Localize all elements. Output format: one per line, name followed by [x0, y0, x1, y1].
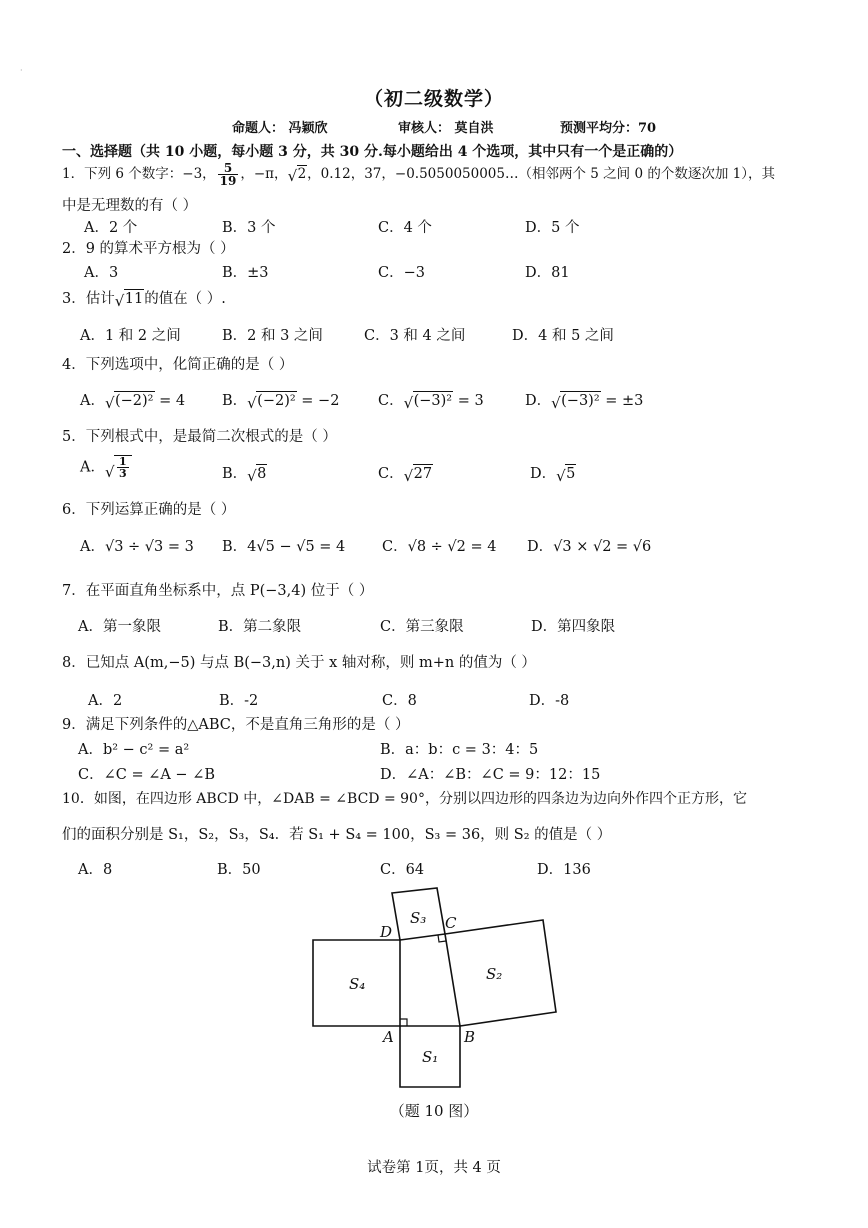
- q10-option-c[interactable]: C．64: [380, 862, 425, 878]
- q10-option-a[interactable]: A．8: [78, 862, 113, 878]
- question-7-stem: 7．在平面直角坐标系中，点 P(−3,4) 位于（ ）: [62, 583, 374, 599]
- question-1-line2: 中是无理数的有（ ）: [62, 198, 198, 214]
- q8-option-d[interactable]: D．-8: [529, 693, 570, 709]
- q4-option-d[interactable]: D． √ (−3)² = ±3: [525, 393, 644, 413]
- label-s3: S₃: [410, 909, 427, 927]
- q6-option-c[interactable]: C．√8 ÷ √2 = 4: [382, 539, 497, 555]
- q8-option-c[interactable]: C．8: [382, 693, 417, 709]
- q1-prefix: 1．下列 6 个数字：−3，: [62, 166, 216, 182]
- q1-fraction: [218, 162, 239, 187]
- q1-fraction-num: 5: [218, 162, 239, 175]
- question-4-stem: 4．下列选项中，化简正确的是（ ）: [62, 357, 294, 373]
- figure-caption: （题 10 图）: [389, 1102, 479, 1120]
- section-heading: 一、选择题（共 10 小题，每小题 3 分，共 30 分.每小题给出 4 个选项，其中只有一个是正确的）: [62, 144, 683, 160]
- q4-option-b[interactable]: B． √ (−2)² = −2: [222, 393, 340, 413]
- reviewer-label: 审核人： 莫自洪: [398, 121, 494, 136]
- label-s1: S₁: [422, 1048, 439, 1066]
- q2-option-b[interactable]: B．±3: [222, 265, 269, 281]
- q3-post: 的值在（ ）.: [144, 291, 226, 307]
- q7-option-d[interactable]: D．第四象限: [531, 619, 616, 635]
- q1-fraction-den: 19: [219, 174, 237, 188]
- label-b: B: [464, 1028, 476, 1046]
- q4-option-c[interactable]: C． √ (−3)² = 3: [378, 393, 484, 413]
- question-8-stem: 8．已知点 A(m,−5) 与点 B(−3,n) 关于 x 轴对称，则 m+n 的值为（ ）: [62, 655, 536, 671]
- q9-option-c[interactable]: C．∠C = ∠A − ∠B: [78, 767, 215, 783]
- q10-option-d[interactable]: D．136: [537, 862, 591, 878]
- q3-option-b[interactable]: B．2 和 3 之间: [222, 328, 323, 344]
- q9-option-b[interactable]: B．a：b：c = 3：4：5: [380, 742, 539, 758]
- q5-option-c[interactable]: C． √ 27: [378, 466, 433, 486]
- question-10-line1: 10．如图，在四边形 ABCD 中，∠DAB = ∠BCD = 90°，分别以四边形的四条边为边向外作四个正方形，它: [62, 791, 747, 807]
- question-3-stem: [62, 287, 226, 311]
- scan-speck: ·: [20, 66, 23, 75]
- q3-option-c[interactable]: C．3 和 4 之间: [364, 328, 466, 344]
- q3-option-d[interactable]: D．4 和 5 之间: [512, 328, 614, 344]
- q9-option-a[interactable]: A．b² − c² = a²: [78, 742, 190, 758]
- q6-option-a[interactable]: A．√3 ÷ √3 = 3: [80, 539, 194, 555]
- label-c: C: [445, 914, 457, 932]
- q1-option-a[interactable]: A．2 个: [84, 220, 138, 236]
- question-6-stem: 6．下列运算正确的是（ ）: [62, 502, 236, 518]
- page-footer: 试卷第 1页，共 4 页: [367, 1160, 501, 1176]
- q7-option-c[interactable]: C．第三象限: [380, 619, 464, 635]
- q3-option-a[interactable]: A．1 和 2 之间: [80, 328, 181, 344]
- q9-option-d[interactable]: D．∠A：∠B：∠C = 9：12：15: [380, 767, 601, 783]
- q1-option-b[interactable]: B．3 个: [222, 220, 276, 236]
- q2-option-c[interactable]: C．−3: [378, 265, 425, 281]
- question-5-stem: 5．下列根式中，是最简二次根式的是（ ）: [62, 429, 337, 445]
- q3-pre: 3．估计: [62, 291, 115, 307]
- q5-option-b[interactable]: B． √ 8: [222, 466, 267, 486]
- label-a: A: [383, 1028, 394, 1046]
- q1-option-d[interactable]: D．5 个: [525, 220, 580, 236]
- setter-label: 命题人： 冯颖欣: [232, 121, 328, 136]
- q4-option-a[interactable]: A． √ (−2)² = 4: [80, 393, 186, 413]
- q10-option-b[interactable]: B．50: [217, 862, 261, 878]
- q6-option-b[interactable]: B．4√5 − √5 = 4: [222, 539, 346, 555]
- question-9-stem: 9．满足下列条件的△ABC，不是直角三角形的是（ ）: [62, 717, 410, 733]
- q8-option-a[interactable]: A．2: [88, 693, 123, 709]
- q5-option-d[interactable]: D． √ 5: [530, 466, 576, 486]
- q1-rest: ，0.12，37，−0.5050050005…（相邻两个 5 之间 0 的个数逐次加 1），其: [307, 166, 775, 182]
- label-s4: S₄: [349, 975, 366, 993]
- q2-option-a[interactable]: A．3: [84, 265, 119, 281]
- right-angle-a: [400, 1019, 407, 1026]
- question-10-line2: 们的面积分别是 S₁，S₂，S₃，S₄．若 S₁ + S₄ = 100，S₃ = 36，则 S₂ 的值是（ ）: [62, 827, 612, 843]
- q1-sqrt: √ 2: [287, 166, 307, 185]
- q5-option-a[interactable]: A． √ $\frac{1}{3}$: [80, 455, 132, 479]
- q6-option-d[interactable]: D．√3 × √2 = √6: [527, 539, 652, 555]
- q2-option-d[interactable]: D．81: [525, 265, 570, 281]
- question-2-stem: 2．9 的算术平方根为（ ）: [62, 241, 235, 257]
- q1-mid: ，−π，: [240, 166, 288, 182]
- q7-option-b[interactable]: B．第二象限: [218, 619, 302, 635]
- page-title: （初二级数学）: [363, 88, 504, 110]
- label-d: D: [380, 923, 393, 941]
- question-1-stem: [62, 162, 775, 187]
- q3-sqrt: √ 11: [114, 291, 144, 311]
- question-10-figure: [300, 880, 570, 1090]
- q8-option-b[interactable]: B．-2: [219, 693, 259, 709]
- q7-option-a[interactable]: A．第一象限: [78, 619, 161, 635]
- label-s2: S₂: [486, 965, 503, 983]
- average-score-label: 预测平均分：70: [560, 121, 657, 136]
- q1-option-c[interactable]: C．4 个: [378, 220, 432, 236]
